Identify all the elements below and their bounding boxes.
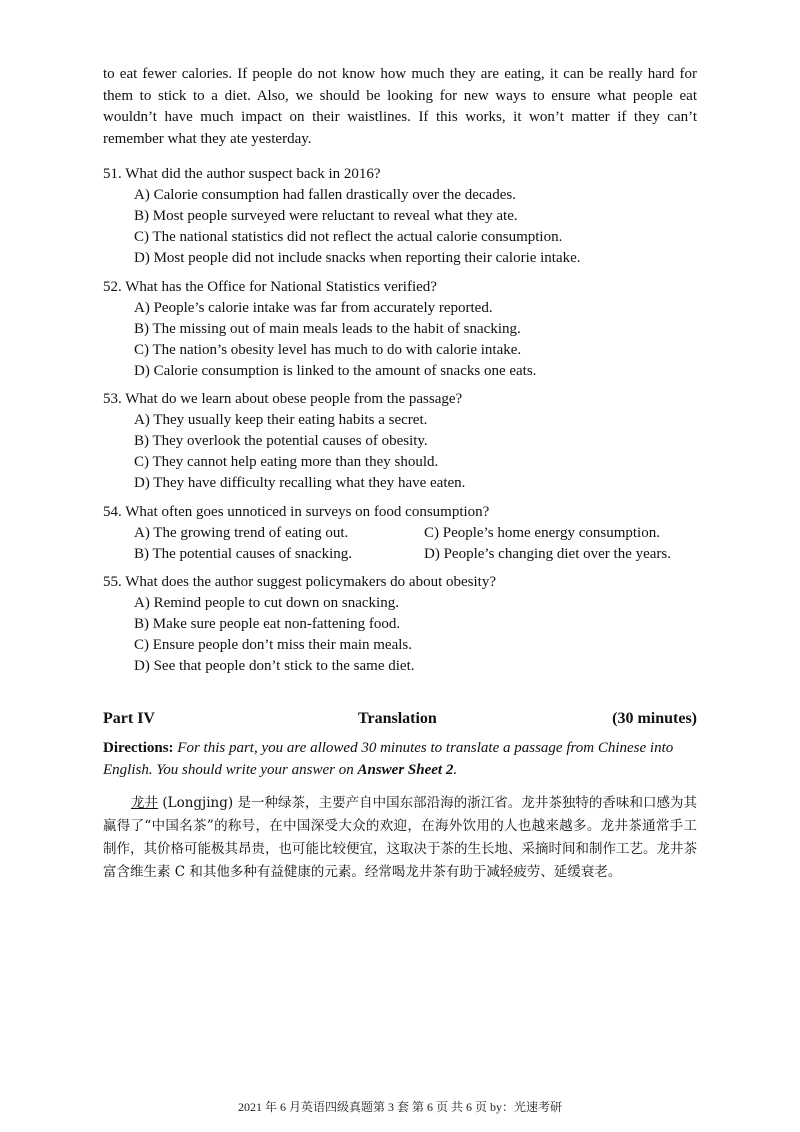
question-stem: 55. What does the author suggest policymakers do about obesity?: [103, 574, 496, 590]
option-a: A) Remind people to cut down on snacking.: [134, 595, 399, 611]
option-b: B) They overlook the potential causes of obesity.: [134, 433, 428, 449]
question-53: [103, 389, 703, 494]
option-b: B) Make sure people eat non-fattening food.: [134, 616, 401, 632]
passage-text: to eat fewer calories. If people do not know how much they are eating, it can be really hard for them to stick to a diet. Also, we should be looking for new ways to ensure what people eat wouldn’t have much impact on their waistlines. If this works, it won’t matter if they can’t remember what they ate yesterday.: [103, 66, 697, 147]
directions-text: For this part, you are allowed 30 minutes to translate a passage from Chinese into English. You should write your answer on: [103, 740, 674, 778]
option-d: D) Calorie consumption is linked to the amount of snacks one eats.: [134, 362, 537, 379]
option-c: C) People’s home energy consumption.: [424, 524, 660, 541]
option-a: A) Calorie consumption had fallen drastically over the decades.: [134, 187, 516, 203]
option-a: A) The growing trend of eating out.: [134, 524, 349, 541]
question-stem: 51. What did the author suspect back in 2016?: [103, 166, 381, 182]
option-grid: [103, 523, 703, 565]
option-c: C) The nation’s obesity level has much to do with calorie intake.: [134, 341, 522, 358]
directions: [103, 737, 697, 781]
option-a: A) They usually keep their eating habits a secret.: [134, 412, 428, 428]
directions-label: Directions:: [103, 740, 174, 756]
translation-term: 龙井: [131, 795, 159, 811]
directions-end: .: [453, 762, 458, 778]
option-list: [103, 593, 703, 677]
question-stem: 54. What often goes unnoticed in surveys on food consumption?: [103, 503, 490, 520]
option-c: C) They cannot help eating more than they should.: [134, 454, 439, 470]
option-d: D) People’s changing diet over the years.: [424, 545, 672, 562]
option-list: [103, 410, 703, 494]
question-51: [103, 164, 703, 269]
option-list: [103, 298, 703, 382]
option-b: B) The potential causes of snacking.: [134, 545, 352, 562]
part-title: Translation: [358, 710, 437, 727]
translation-text: (Longjing) 是一种绿茶，主要产自中国东部沿海的浙江省。龙井茶独特的香味和口感为其赢得了“中国名茶”的称号，在中国深受大众的欢迎，在海外饮用的人也越来越多。龙井茶通常手工制作，其价格可能极其昂贵，也可能比较便宜，这取决于茶的生长地、采摘时间和制作工艺。龙井茶富含维生素 C 和其他多种有益健康的元素。经常喝龙井茶有助于减轻疲劳、延缓衰老。: [103, 795, 698, 880]
option-d: D) They have difficulty recalling what they have eaten.: [134, 475, 466, 491]
option-list: [103, 185, 703, 269]
option-c: C) Ensure people don’t miss their main meals.: [134, 637, 413, 653]
question-list: [103, 164, 703, 685]
part-header: [103, 710, 697, 732]
page-footer: 2021 年 6 月英语四级真题第 3 套 第 6 页 共 6 页 by：光速考研: [237, 1100, 562, 1114]
option-d: D) Most people did not include snacks when reporting their calorie intake.: [134, 250, 581, 266]
question-54: [103, 502, 703, 565]
answer-sheet-ref: Answer Sheet 2: [357, 762, 454, 778]
translation-passage: [103, 792, 697, 884]
part-number: Part IV: [103, 710, 155, 727]
question-52: [103, 277, 703, 382]
question-stem: 52. What has the Office for National Statistics verified?: [103, 278, 437, 295]
part-time: (30 minutes): [612, 710, 697, 727]
question-stem: 53. What do we learn about obese people from the passage?: [103, 391, 463, 407]
option-b: B) The missing out of main meals leads to the habit of snacking.: [134, 320, 521, 337]
question-55: [103, 572, 703, 677]
option-c: C) The national statistics did not reflect the actual calorie consumption.: [134, 229, 563, 245]
option-b: B) Most people surveyed were reluctant to reveal what they ate.: [134, 208, 518, 224]
option-d: D) See that people don’t stick to the same diet.: [134, 658, 415, 674]
option-a: A) People’s calorie intake was far from accurately reported.: [134, 299, 493, 316]
